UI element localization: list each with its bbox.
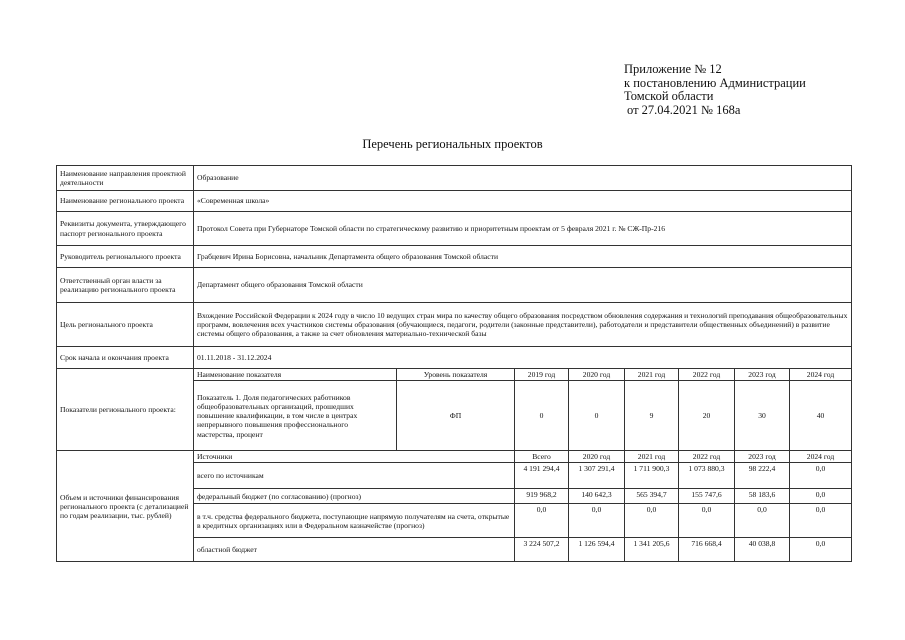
column-header: 2023 год (735, 451, 790, 463)
indicator-value: 20 (679, 381, 735, 451)
financing-value: 0,0 (790, 504, 852, 538)
financing-value: 140 642,3 (569, 489, 625, 504)
row-label: Цель регионального проекта (57, 303, 194, 347)
table-row (57, 268, 852, 303)
row-label: Руководитель регионального проекта (57, 246, 194, 268)
appendix-line: от 27.04.2021 № 168а (627, 102, 741, 117)
financing-value: 4 191 294,4 (515, 463, 569, 489)
row-label: Срок начала и окончания проекта (57, 347, 194, 369)
financing-value: 0,0 (625, 504, 679, 538)
appendix-line: Томской области (624, 89, 714, 103)
column-header: Наименование показателя (194, 369, 397, 381)
appendix-header (624, 63, 806, 117)
table-row (57, 246, 852, 268)
financing-value: 1 341 205,6 (625, 538, 679, 562)
financing-value: 0,0 (790, 489, 852, 504)
financing-header-row (57, 451, 852, 463)
column-header: Уровень показателя (397, 369, 515, 381)
appendix-line: к постановлению Администрации (624, 75, 806, 90)
indicators-label: Показатели регионального проекта: (57, 369, 194, 451)
row-label: Наименование направления проектной деятельности (57, 166, 194, 191)
indicator-value: 9 (625, 381, 679, 451)
financing-value: 919 968,2 (515, 489, 569, 504)
column-header: 2024 год (790, 451, 852, 463)
indicator-value: 0 (515, 381, 569, 451)
column-header: 2022 год (679, 451, 735, 463)
financing-value: 716 668,4 (679, 538, 735, 562)
indicator-value: 0 (569, 381, 625, 451)
table-row (57, 212, 852, 246)
financing-value: 1 073 880,3 (679, 463, 735, 489)
table-row (57, 191, 852, 212)
financing-value: 0,0 (790, 538, 852, 562)
row-value: Образование (194, 166, 852, 191)
financing-value: 58 183,6 (735, 489, 790, 504)
source-name: в т.ч. средства федерального бюджета, поступающие напрямую получателям на счета, открытые в кредитных организациях или в Федеральном казначействе (прогноз) (194, 504, 515, 538)
financing-value: 98 222,4 (735, 463, 790, 489)
indicator-name-text: Показатель 1. Доля педагогических работников общеобразовательных организаций, прошедших повышение квалификации, в том числе в центрах непрерывного повышения профессионального мастерства, процент (197, 392, 358, 439)
financing-value: 0,0 (735, 504, 790, 538)
row-value: Грабцевич Ирина Борисовна, начальник Департамента общего образования Томской области (194, 246, 852, 268)
financing-value: 1 711 900,3 (625, 463, 679, 489)
table-row (57, 166, 852, 191)
financing-value: 40 038,8 (735, 538, 790, 562)
column-header: Всего (515, 451, 569, 463)
indicator-value: 40 (790, 381, 852, 451)
financing-value: 3 224 507,2 (515, 538, 569, 562)
column-header: 2023 год (735, 369, 790, 381)
column-header: 2021 год (625, 451, 679, 463)
row-label: Реквизиты документа, утверждающего паспорт регионального проекта (57, 212, 194, 246)
row-value: Вхождение Российской Федерации к 2024 году в число 10 ведущих стран мира по качеству общего образования посредством обновления содержания и технологий преподавания общеобразовательных программ, вовлечения всех участников системы образования (обучающиеся, педагоги, родители (законные представители), работодатели и представители общественных объединений) в развитие системы общего образования, а также за счет обновления материально-технической базы (194, 303, 852, 347)
row-value: 01.11.2018 - 31.12.2024 (194, 347, 852, 369)
table-row (57, 347, 852, 369)
financing-value: 565 394,7 (625, 489, 679, 504)
appendix-line: Приложение № 12 (624, 62, 722, 76)
column-header: 2024 год (790, 369, 852, 381)
financing-value: 155 747,6 (679, 489, 735, 504)
financing-value: 0,0 (790, 463, 852, 489)
row-value: Департамент общего образования Томской области (194, 268, 852, 303)
column-header: 2019 год (515, 369, 569, 381)
column-header: 2021 год (625, 369, 679, 381)
document-title: Перечень региональных проектов (362, 137, 543, 151)
row-value: Протокол Совета при Губернаторе Томской области по стратегическому развитию и приоритетным проектам от 5 февраля 2021 г. № СЖ-Пр-216 (194, 212, 852, 246)
financing-label: Объем и источники финансирования регионального проекта (с детализацией по годам реализации, тыс. рублей) (57, 451, 194, 562)
indicators-header-row (57, 369, 852, 381)
indicator-value: 30 (735, 381, 790, 451)
indicator-name (194, 381, 397, 451)
projects-table (56, 165, 852, 562)
column-header: Источники (194, 451, 515, 463)
financing-value: 0,0 (515, 504, 569, 538)
financing-value: 0,0 (679, 504, 735, 538)
source-name: всего по источникам (194, 463, 515, 489)
row-label: Ответственный орган власти за реализацию регионального проекта (57, 268, 194, 303)
financing-value: 1 307 291,4 (569, 463, 625, 489)
row-label: Наименование регионального проекта (57, 191, 194, 212)
column-header: 2020 год (569, 451, 625, 463)
source-name: федеральный бюджет (по согласованию) (прогноз) (194, 489, 515, 504)
financing-value: 0,0 (569, 504, 625, 538)
row-value: «Современная школа» (194, 191, 852, 212)
column-header: 2020 год (569, 369, 625, 381)
column-header: 2022 год (679, 369, 735, 381)
source-name: областной бюджет (194, 538, 515, 562)
financing-value: 1 126 594,4 (569, 538, 625, 562)
table-row (57, 303, 852, 347)
indicator-level: ФП (397, 381, 515, 451)
